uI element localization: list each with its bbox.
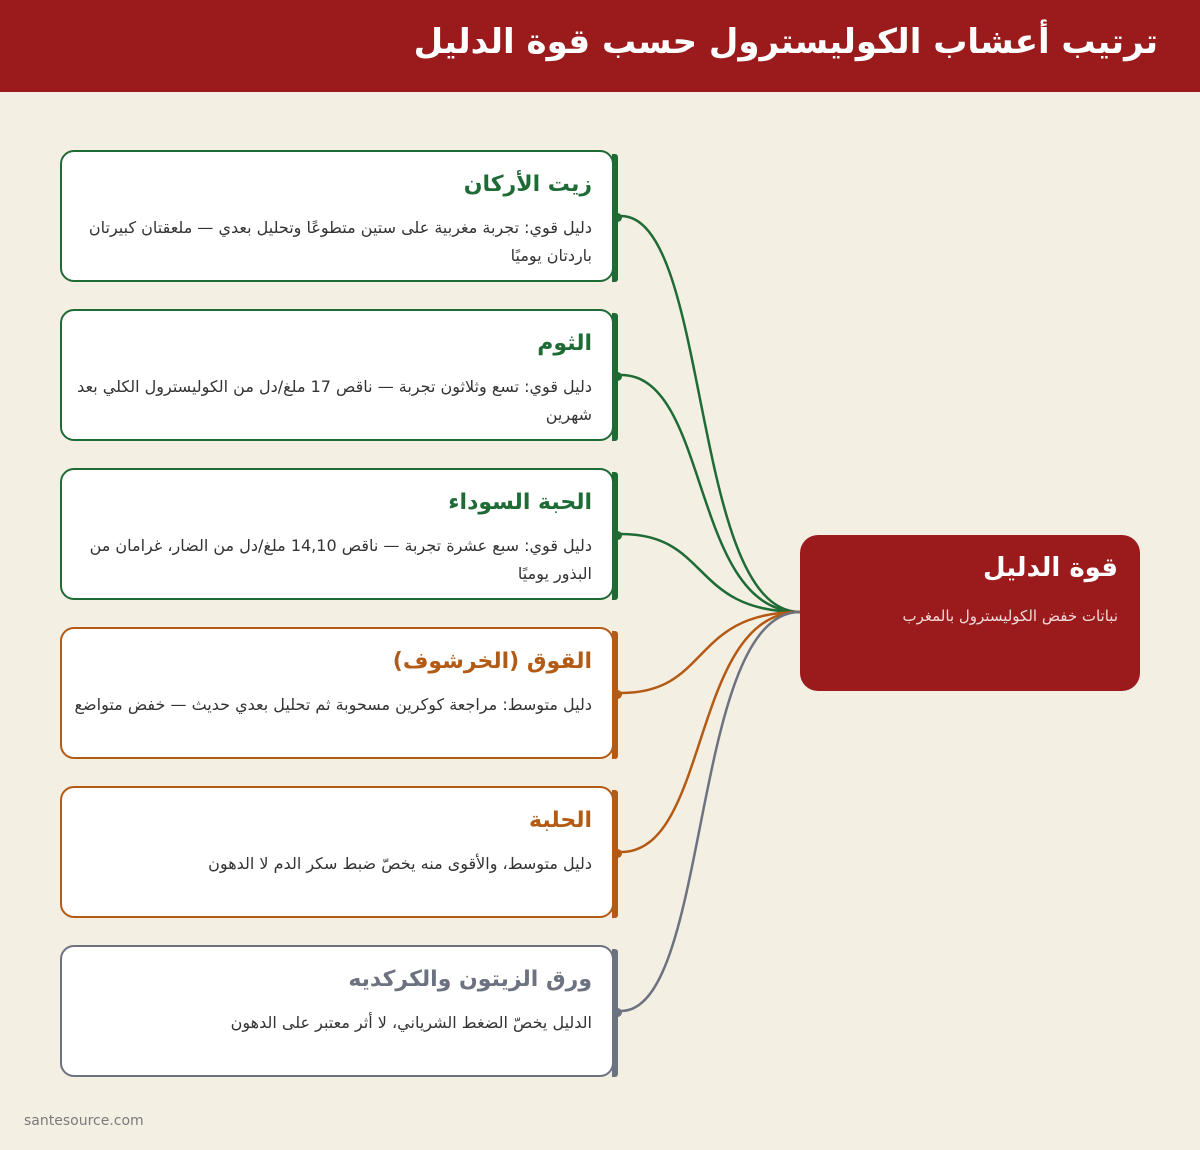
connector-dot	[613, 849, 622, 858]
card-title: القوق (الخرشوف)	[392, 649, 592, 674]
connector-dot	[613, 372, 622, 381]
connector-dot	[613, 1008, 622, 1017]
herb-card-garlic	[60, 309, 614, 441]
connector-line-4	[621, 612, 800, 852]
herb-card-black-seed	[60, 468, 614, 600]
connector-dot	[613, 213, 622, 222]
herb-card-argan-oil	[60, 150, 614, 282]
card-description: دليل قوي: تجربة مغربية على ستين متطوعًا وتحليل بعدي — ملعقتان كبيرتان باردتان يوميًا	[88, 218, 592, 265]
source-credit: santesource.com	[24, 1113, 144, 1129]
card-description: دليل قوي: سبع عشرة تجربة — ناقص 14,10 ملغ/دل من الضار، غرامان من البذور يوميًا	[89, 536, 592, 583]
herb-card-olive-leaf-hibiscus	[60, 945, 614, 1077]
connector-line-3	[621, 612, 800, 693]
connector-line-0	[621, 216, 800, 612]
card-title: الحبة السوداء	[448, 490, 592, 515]
card-title: الحلبة	[529, 808, 592, 833]
herb-card-fenugreek	[60, 786, 614, 918]
connector-line-5	[621, 612, 800, 1011]
hub-subtitle: نباتات خفض الكوليسترول بالمغرب	[902, 607, 1118, 625]
card-description: دليل متوسط: مراجعة كوكرين مسحوبة ثم تحليل بعدي حديث — خفض متواضع	[74, 695, 592, 714]
card-title: زيت الأركان	[463, 172, 592, 197]
hub-node-evidence-strength	[800, 535, 1140, 691]
hub-title: قوة الدليل	[982, 553, 1118, 583]
connector-dot	[613, 531, 622, 540]
page-title: ترتيب أعشاب الكوليسترول حسب قوة الدليل	[413, 22, 1158, 62]
card-description: دليل قوي: تسع وثلاثون تجربة — ناقص 17 ملغ/دل من الكوليسترول الكلي بعد شهرين	[77, 377, 592, 424]
connector-dot	[613, 690, 622, 699]
card-title: الثوم	[537, 331, 592, 356]
connector-line-2	[621, 534, 800, 612]
card-description: الدليل يخصّ الضغط الشرياني، لا أثر معتبر على الدهون	[230, 1013, 592, 1032]
card-title: ورق الزيتون والكركديه	[348, 967, 592, 992]
card-description: دليل متوسط، والأقوى منه يخصّ ضبط سكر الدم لا الدهون	[208, 854, 592, 873]
connector-line-1	[621, 375, 800, 612]
herb-card-artichoke	[60, 627, 614, 759]
